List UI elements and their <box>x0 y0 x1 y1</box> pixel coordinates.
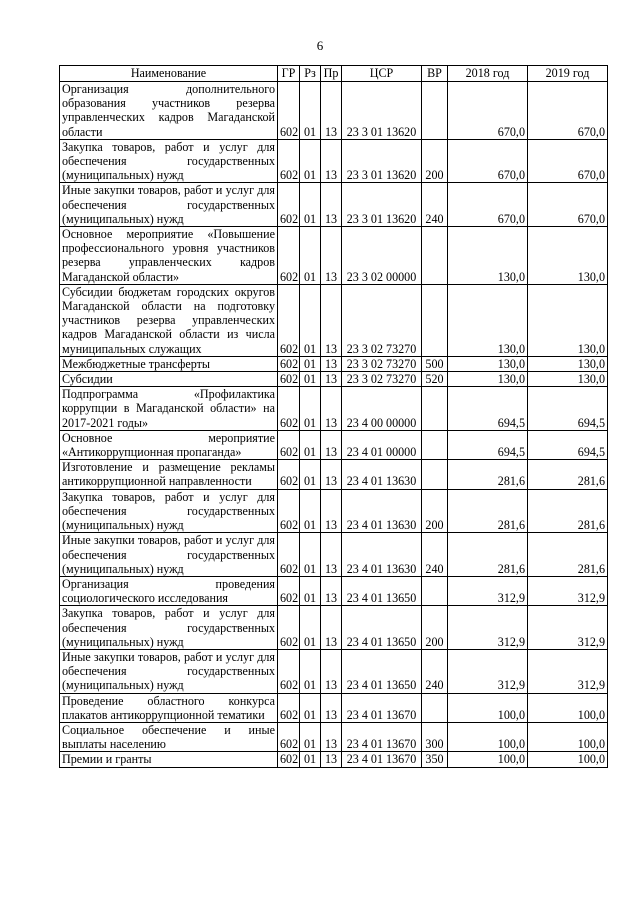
row-2018-cell: 130,0 <box>448 356 528 371</box>
row-vr-cell: 520 <box>422 372 448 387</box>
row-pr-cell: 13 <box>321 576 342 605</box>
row-2019-cell: 694,5 <box>528 387 608 431</box>
row-csr-cell: 23 3 02 73270 <box>342 284 422 356</box>
row-pr-cell: 13 <box>321 693 342 722</box>
row-gr-cell: 602 <box>278 430 300 459</box>
table-row <box>60 576 608 605</box>
row-rz-cell: 01 <box>300 576 321 605</box>
row-pr-cell: 13 <box>321 606 342 650</box>
row-rz-cell: 01 <box>300 460 321 489</box>
row-2018-cell: 130,0 <box>448 372 528 387</box>
row-csr-cell: 23 4 01 13650 <box>342 606 422 650</box>
header-name: Наименование <box>60 66 278 82</box>
row-2019-cell: 312,9 <box>528 606 608 650</box>
row-name-cell: Закупка товаров, работ и услуг для обеспечения государственных (муниципальных) нужд <box>60 606 278 650</box>
header-2018: 2018 год <box>448 66 528 82</box>
row-2019-cell: 130,0 <box>528 372 608 387</box>
row-rz-cell: 01 <box>300 752 321 767</box>
row-vr-cell <box>422 227 448 285</box>
row-rz-cell: 01 <box>300 356 321 371</box>
row-2019-cell: 670,0 <box>528 82 608 140</box>
page-number: 6 <box>316 38 324 53</box>
table-header-row <box>60 66 608 82</box>
table-row <box>60 387 608 431</box>
row-gr-cell: 602 <box>278 227 300 285</box>
row-csr-cell: 23 4 01 13670 <box>342 752 422 767</box>
row-vr-cell: 200 <box>422 139 448 183</box>
table-row <box>60 533 608 577</box>
row-gr-cell: 602 <box>278 183 300 227</box>
row-csr-cell: 23 4 01 13630 <box>342 460 422 489</box>
row-gr-cell: 602 <box>278 606 300 650</box>
row-name-cell: Организация проведения социологического исследования <box>60 576 278 605</box>
row-pr-cell: 13 <box>321 183 342 227</box>
row-csr-cell: 23 3 02 73270 <box>342 372 422 387</box>
row-name-cell: Организация дополнительного образования участников резерва управленческих кадров Магаданской области <box>60 82 278 140</box>
table-row <box>60 284 608 356</box>
row-2018-cell: 312,9 <box>448 649 528 693</box>
row-rz-cell: 01 <box>300 722 321 751</box>
row-2018-cell: 670,0 <box>448 82 528 140</box>
row-rz-cell: 01 <box>300 139 321 183</box>
row-2019-cell: 281,6 <box>528 460 608 489</box>
row-name-cell: Основное мероприятие «Повышение профессионального уровня участников резерва управленческих кадров Магаданской области» <box>60 227 278 285</box>
row-2019-cell: 100,0 <box>528 722 608 751</box>
row-gr-cell: 602 <box>278 460 300 489</box>
row-csr-cell: 23 3 01 13620 <box>342 183 422 227</box>
row-pr-cell: 13 <box>321 649 342 693</box>
row-rz-cell: 01 <box>300 183 321 227</box>
row-vr-cell <box>422 576 448 605</box>
table-row <box>60 460 608 489</box>
row-rz-cell: 01 <box>300 227 321 285</box>
row-csr-cell: 23 3 02 73270 <box>342 356 422 371</box>
table-row <box>60 752 608 767</box>
row-name-cell: Премии и гранты <box>60 752 278 767</box>
row-rz-cell: 01 <box>300 606 321 650</box>
row-2019-cell: 670,0 <box>528 183 608 227</box>
row-csr-cell: 23 4 01 13650 <box>342 649 422 693</box>
table-row <box>60 227 608 285</box>
row-2018-cell: 100,0 <box>448 752 528 767</box>
row-name-cell: Основное мероприятие «Антикоррупционная пропаганда» <box>60 430 278 459</box>
row-pr-cell: 13 <box>321 356 342 371</box>
row-csr-cell: 23 4 01 00000 <box>342 430 422 459</box>
row-pr-cell: 13 <box>321 284 342 356</box>
row-csr-cell: 23 4 01 13670 <box>342 722 422 751</box>
row-vr-cell <box>422 460 448 489</box>
row-2019-cell: 100,0 <box>528 693 608 722</box>
row-name-cell: Подпрограмма «Профилактика коррупции в Магаданской области» на 2017-2021 годы» <box>60 387 278 431</box>
row-2018-cell: 670,0 <box>448 183 528 227</box>
row-2019-cell: 281,6 <box>528 533 608 577</box>
row-vr-cell: 240 <box>422 649 448 693</box>
row-2019-cell: 130,0 <box>528 227 608 285</box>
row-pr-cell: 13 <box>321 430 342 459</box>
row-vr-cell <box>422 430 448 459</box>
row-vr-cell <box>422 82 448 140</box>
row-pr-cell: 13 <box>321 372 342 387</box>
row-vr-cell: 300 <box>422 722 448 751</box>
row-2018-cell: 670,0 <box>448 139 528 183</box>
row-csr-cell: 23 4 01 13650 <box>342 576 422 605</box>
table-row <box>60 722 608 751</box>
header-rz: Рз <box>300 66 321 82</box>
row-gr-cell: 602 <box>278 284 300 356</box>
row-gr-cell: 602 <box>278 576 300 605</box>
row-2019-cell: 694,5 <box>528 430 608 459</box>
row-2019-cell: 312,9 <box>528 576 608 605</box>
row-name-cell: Межбюджетные трансферты <box>60 356 278 371</box>
row-name-cell: Иные закупки товаров, работ и услуг для обеспечения государственных (муниципальных) нужд <box>60 183 278 227</box>
table-row <box>60 649 608 693</box>
row-2018-cell: 130,0 <box>448 227 528 285</box>
row-gr-cell: 602 <box>278 752 300 767</box>
row-2018-cell: 281,6 <box>448 533 528 577</box>
row-vr-cell: 200 <box>422 606 448 650</box>
row-gr-cell: 602 <box>278 649 300 693</box>
row-csr-cell: 23 3 02 00000 <box>342 227 422 285</box>
table-row <box>60 606 608 650</box>
row-rz-cell: 01 <box>300 387 321 431</box>
row-2018-cell: 130,0 <box>448 284 528 356</box>
row-2019-cell: 100,0 <box>528 752 608 767</box>
row-gr-cell: 602 <box>278 489 300 533</box>
row-gr-cell: 602 <box>278 372 300 387</box>
table-row <box>60 139 608 183</box>
row-name-cell: Социальное обеспечение и иные выплаты населению <box>60 722 278 751</box>
budget-table <box>59 65 608 768</box>
row-name-cell: Иные закупки товаров, работ и услуг для обеспечения государственных (муниципальных) нужд <box>60 649 278 693</box>
row-pr-cell: 13 <box>321 227 342 285</box>
row-rz-cell: 01 <box>300 430 321 459</box>
row-pr-cell: 13 <box>321 533 342 577</box>
header-pr: Пр <box>321 66 342 82</box>
row-vr-cell <box>422 693 448 722</box>
row-gr-cell: 602 <box>278 356 300 371</box>
row-2019-cell: 130,0 <box>528 284 608 356</box>
row-name-cell: Закупка товаров, работ и услуг для обеспечения государственных (муниципальных) нужд <box>60 489 278 533</box>
row-rz-cell: 01 <box>300 372 321 387</box>
row-2018-cell: 281,6 <box>448 460 528 489</box>
row-name-cell: Субсидии бюджетам городских округов Магаданской области на подготовку участников резерва управленческих кадров Магаданской области из числа муниципальных служащих <box>60 284 278 356</box>
row-vr-cell: 240 <box>422 183 448 227</box>
row-pr-cell: 13 <box>321 460 342 489</box>
row-pr-cell: 13 <box>321 489 342 533</box>
row-name-cell: Субсидии <box>60 372 278 387</box>
row-2018-cell: 281,6 <box>448 489 528 533</box>
row-name-cell: Иные закупки товаров, работ и услуг для обеспечения государственных (муниципальных) нужд <box>60 533 278 577</box>
row-vr-cell: 200 <box>422 489 448 533</box>
row-name-cell: Проведение областного конкурса плакатов антикоррупционной тематики <box>60 693 278 722</box>
header-csr: ЦСР <box>342 66 422 82</box>
row-gr-cell: 602 <box>278 387 300 431</box>
row-csr-cell: 23 3 01 13620 <box>342 82 422 140</box>
row-pr-cell: 13 <box>321 139 342 183</box>
header-vr: ВР <box>422 66 448 82</box>
row-2018-cell: 312,9 <box>448 576 528 605</box>
row-2019-cell: 312,9 <box>528 649 608 693</box>
row-csr-cell: 23 4 00 00000 <box>342 387 422 431</box>
table-row <box>60 183 608 227</box>
row-csr-cell: 23 3 01 13620 <box>342 139 422 183</box>
table-row <box>60 430 608 459</box>
row-2018-cell: 694,5 <box>448 430 528 459</box>
row-rz-cell: 01 <box>300 489 321 533</box>
row-name-cell: Изготовление и размещение рекламы антикоррупционной направленности <box>60 460 278 489</box>
row-gr-cell: 602 <box>278 82 300 140</box>
row-2019-cell: 130,0 <box>528 356 608 371</box>
row-2018-cell: 694,5 <box>448 387 528 431</box>
row-rz-cell: 01 <box>300 284 321 356</box>
header-gr: ГР <box>278 66 300 82</box>
row-vr-cell: 350 <box>422 752 448 767</box>
row-rz-cell: 01 <box>300 533 321 577</box>
row-rz-cell: 01 <box>300 82 321 140</box>
row-gr-cell: 602 <box>278 533 300 577</box>
row-vr-cell <box>422 387 448 431</box>
row-2019-cell: 281,6 <box>528 489 608 533</box>
row-pr-cell: 13 <box>321 82 342 140</box>
table-row <box>60 372 608 387</box>
row-pr-cell: 13 <box>321 752 342 767</box>
row-csr-cell: 23 4 01 13670 <box>342 693 422 722</box>
row-2019-cell: 670,0 <box>528 139 608 183</box>
table-row <box>60 356 608 371</box>
row-gr-cell: 602 <box>278 693 300 722</box>
table-row <box>60 693 608 722</box>
row-2018-cell: 312,9 <box>448 606 528 650</box>
row-pr-cell: 13 <box>321 722 342 751</box>
table-row <box>60 489 608 533</box>
row-gr-cell: 602 <box>278 722 300 751</box>
row-pr-cell: 13 <box>321 387 342 431</box>
row-csr-cell: 23 4 01 13630 <box>342 533 422 577</box>
header-2019: 2019 год <box>528 66 608 82</box>
row-csr-cell: 23 4 01 13630 <box>342 489 422 533</box>
row-name-cell: Закупка товаров, работ и услуг для обеспечения государственных (муниципальных) нужд <box>60 139 278 183</box>
row-2018-cell: 100,0 <box>448 693 528 722</box>
table-body <box>60 82 608 768</box>
row-vr-cell <box>422 284 448 356</box>
row-2018-cell: 100,0 <box>448 722 528 751</box>
table-row <box>60 82 608 140</box>
row-vr-cell: 500 <box>422 356 448 371</box>
row-rz-cell: 01 <box>300 693 321 722</box>
row-rz-cell: 01 <box>300 649 321 693</box>
row-vr-cell: 240 <box>422 533 448 577</box>
row-gr-cell: 602 <box>278 139 300 183</box>
